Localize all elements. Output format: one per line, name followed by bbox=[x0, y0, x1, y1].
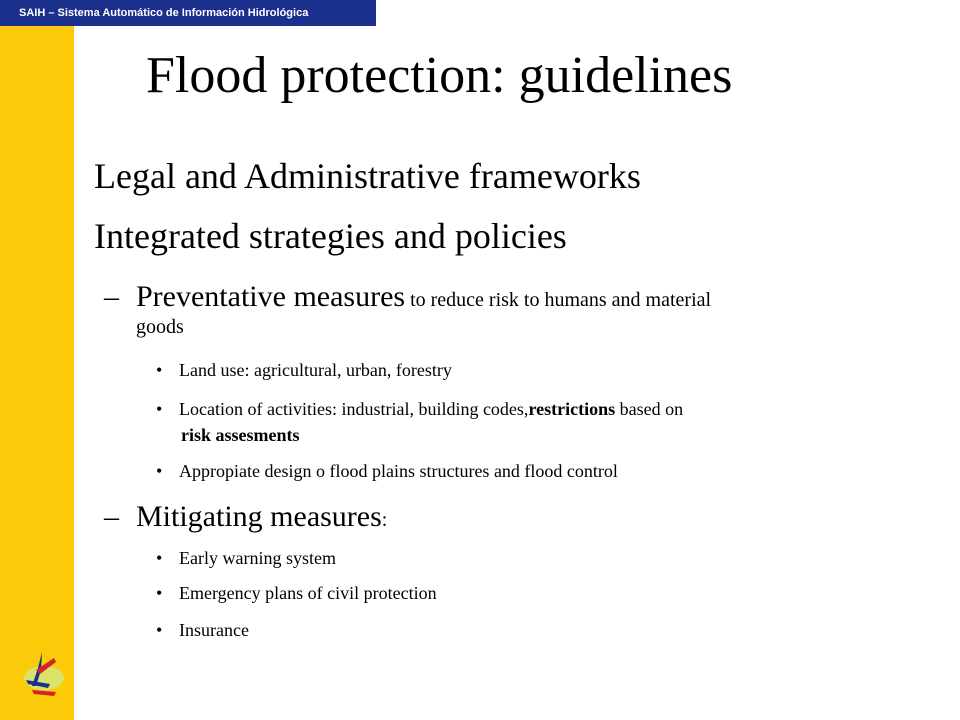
mitigating-colon: : bbox=[381, 509, 388, 531]
org-banner: SAIH – Sistema Automático de Información Hidrológica bbox=[0, 0, 376, 26]
bullet-continuation: risk assesments bbox=[181, 425, 300, 445]
dash-marker: – bbox=[104, 280, 119, 313]
bullet-dot: • bbox=[156, 399, 163, 419]
sidebar-stripe bbox=[0, 0, 74, 720]
bullet-dot: • bbox=[156, 360, 163, 380]
bullet-dot: • bbox=[156, 583, 163, 603]
saih-logo-icon bbox=[14, 650, 70, 700]
mitigating-lead: Mitigating measures bbox=[136, 500, 382, 533]
bullet-text: Land use: agricultural, urban, forestry bbox=[179, 360, 452, 380]
preventative-measures-item bbox=[104, 280, 904, 340]
bullet-dot: • bbox=[156, 548, 163, 568]
slide-title: Flood protection: guidelines bbox=[146, 47, 733, 104]
heading-legal-frameworks: Legal and Administrative frameworks bbox=[94, 156, 641, 196]
bullet-text: Emergency plans of civil protection bbox=[179, 583, 437, 603]
dash-marker: – bbox=[104, 500, 119, 533]
bullet-dot: • bbox=[156, 620, 163, 640]
bullet-text: Location of activities: industrial, building codes, bbox=[179, 399, 529, 419]
bullet-text-end: based on bbox=[615, 399, 684, 419]
preventative-tail: to reduce risk to humans and material bbox=[405, 289, 712, 311]
preventative-lead: Preventative measures bbox=[136, 280, 406, 313]
mitigating-measures-item bbox=[104, 500, 904, 537]
bullet-text: Insurance bbox=[179, 620, 249, 640]
bullet-text: Appropiate design o flood plains structures and flood control bbox=[179, 461, 618, 481]
preventative-continuation: goods bbox=[136, 316, 184, 338]
bullet-dot: • bbox=[156, 461, 163, 481]
bullet-land-use bbox=[156, 357, 876, 383]
heading-integrated-strategies: Integrated strategies and policies bbox=[94, 216, 567, 256]
bullet-text: Early warning system bbox=[179, 548, 336, 568]
bullet-insurance bbox=[156, 617, 876, 643]
bullet-location-activities bbox=[156, 396, 876, 448]
bullet-early-warning bbox=[156, 545, 876, 571]
bullet-emergency-plans bbox=[156, 580, 876, 606]
bullet-bold-text: restrictions bbox=[528, 399, 616, 419]
bullet-appropiate-design bbox=[156, 458, 876, 484]
